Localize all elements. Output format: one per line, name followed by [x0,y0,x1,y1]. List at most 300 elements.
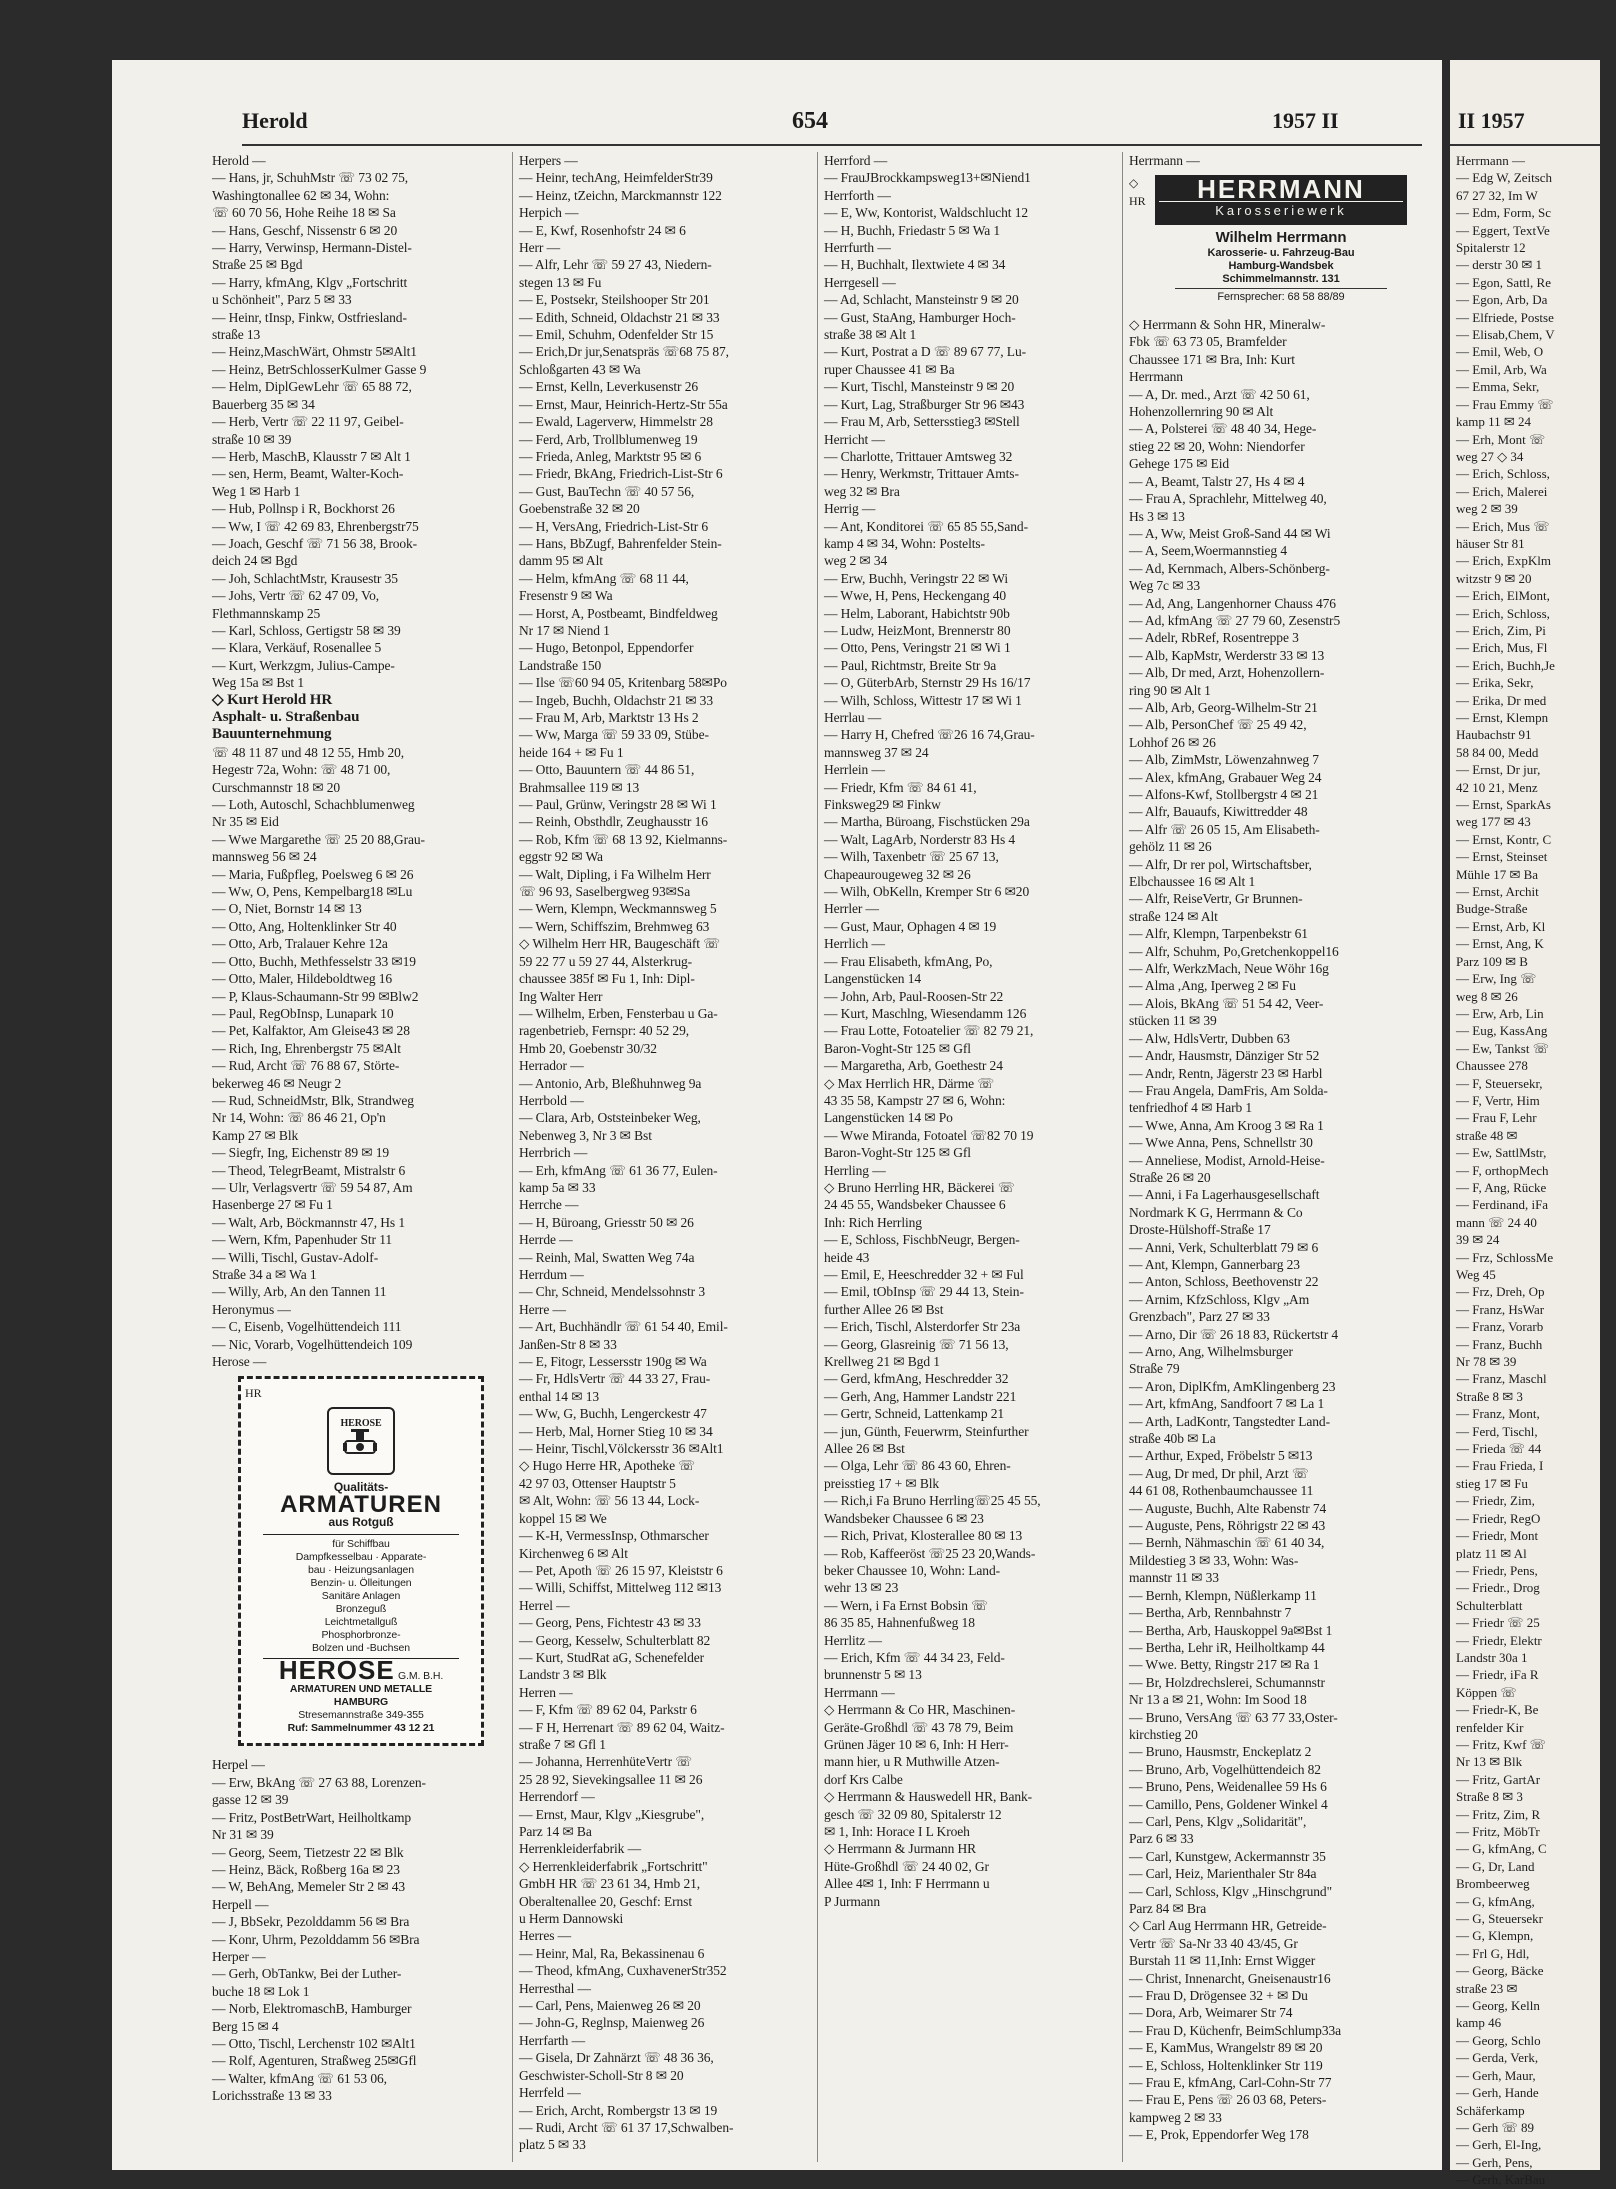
directory-entry-line: gehölz 11 ✉ 26 [1129,839,1212,855]
next-page-entry-line: — Gerh, Hande [1456,2085,1539,2101]
directory-entry-line: — Wwe Miranda, Fotoatel ☏82 70 19 [824,1127,1034,1143]
directory-entry-line: Straße 26 ✉ 20 [1129,1169,1211,1185]
directory-entry-line: — Bertha, Arb, Rennbahnstr 7 [1129,1605,1292,1621]
directory-entry-line: — Frau M, Arb, Marktstr 13 Hs 2 [519,710,699,725]
directory-entry-line: — Anton, Schloss, Beethovenstr 22 [1129,1274,1319,1290]
directory-entry-line: — Margaretha, Arb, Goethestr 24 [824,1058,1003,1074]
directory-entry-line: mannstr 11 ✉ 33 [1129,1570,1219,1586]
directory-entry-line: — Alfr, ReiseVertr, Gr Brunnen- [1129,891,1303,907]
next-page-entry-line: — F, Vertr, Him [1456,1092,1540,1108]
directory-entry-line: — Ad, kfmAng ☏ 27 79 60, Zesenstr5 [1129,612,1341,628]
directory-entry-line: — Gust, BauTechn ☏ 40 57 56, [519,483,695,499]
next-page-entry-line: — Friedr, Pens, [1456,1562,1538,1578]
directory-entry-line: Parz 14 ✉ Ba [519,1824,592,1839]
directory-entry-line: — Helm, DiplGewLehr ☏ 65 88 72, [212,379,412,395]
directory-entry-line: — Helm, Laborant, Habichtstr 90b [824,605,1010,621]
directory-entry-line: — Joh, SchlachtMstr, Krausestr 35 [212,570,398,586]
ad-divider [263,1534,459,1535]
directory-entry-line: — Andr, Rentn, Jägerstr 23 ✉ Harbl [1129,1065,1323,1081]
next-page-entry-line: — Egon, Arb, Da [1456,292,1548,308]
directory-entry-line: GmbH HR ☏ 23 61 34, Hmb 21, [519,1876,701,1892]
next-page-entry-line: — Ferdinand, iFa [1456,1197,1549,1213]
directory-entry-line: — Frau Angela, DamFris, Am Solda- [1129,1082,1328,1098]
ad-street: Stresemannstraße 349-355 [298,1709,424,1722]
directory-entry-line: Herrfarth — [519,2032,585,2048]
directory-entry-line: — Bruno, VersAng ☏ 63 77 33,Oster- [1129,1709,1338,1725]
column-4 [1122,152,1444,2162]
directory-entry-line: Allee 4✉ 1, Inh: F Herrmann u [824,1876,990,1892]
directory-entry-line: heide 43 [824,1249,870,1265]
directory-entry-line: Parz 6 ✉ 33 [1129,1831,1194,1847]
directory-entry-line: — Paul, Grünw, Veringstr 28 ✉ Wi 1 [519,797,717,813]
directory-entry-line: Langenstücken 14 [824,971,921,987]
directory-entry-line: ◇ Herrmann & Jurmann HR [824,1841,977,1857]
directory-entry-line: — Frau D, Küchenfr, BeimSchlump33a [1129,2022,1342,2038]
next-page-entry-line: — Friedr ☏ 25 [1456,1615,1540,1631]
directory-entry-line: — Willi, Schiffst, Mittelweg 112 ✉13 [519,1580,722,1596]
directory-entry-line: ragenbetrieb, Fernspr: 40 52 29, [519,1023,690,1039]
next-page-entry-line: — Egon, Sattl, Re [1456,274,1551,290]
next-page-entry-line: — Edg W, Zeitsch [1456,170,1553,186]
directory-entry-line: — jun, Günth, Feuerwrm, Steinfurther [824,1423,1029,1439]
ad-product-line: bau · Heizungsanlagen [308,1564,414,1577]
next-page-entry-line: — Erw, Arb, Lin [1456,1005,1544,1021]
directory-entry-line: gesch ☏ 32 09 80, Spitalerstr 12 [824,1806,1002,1822]
directory-entry-line: — Anneliese, Modist, Arnold-Heise- [1129,1152,1325,1168]
directory-entry-line: Herres — [519,1928,572,1944]
directory-entry-line: Elbchaussee 16 ✉ Alt 1 [1129,874,1256,890]
directory-entry-line: ☏ 96 93, Saselbergweg 93✉Sa [519,884,691,900]
herrmann-line-2: Hamburg-Wandsbek [1228,259,1334,272]
directory-entry-line: — Alb, ZimMstr, Löwenzahnweg 7 [1129,752,1319,768]
directory-entry-line: — Wilhelm, Erben, Fensterbau u Ga- [519,1005,718,1021]
directory-entry-line: weg 32 ✉ Bra [824,483,900,499]
next-page-entry-line: Herrmann — [1456,153,1525,168]
directory-entry-line: — H, Buchh, Friedastr 5 ✉ Wa 1 [824,222,1001,238]
directory-entry-line: Lohhof 26 ✉ 26 [1129,734,1216,750]
business-entry-heading: ◇ Kurt Herold HR [212,691,333,708]
directory-entry-line: Gehege 175 ✉ Eid [1129,456,1230,472]
directory-entry-line: — Frau E, Pens ☏ 26 03 68, Peters- [1129,2092,1327,2108]
directory-entry-line: further Allee 26 ✉ Bst [824,1301,944,1317]
directory-entry-line: — Alb, KapMstr, Werderstr 33 ✉ 13 [1129,647,1325,663]
ad-city: HAMBURG [333,1696,389,1709]
next-page-entry-line: — Erich, Zim, Pi [1456,622,1546,638]
next-page-entry-line: — Erika, Sekr, [1456,675,1534,691]
directory-entry-line: — Gust, StaAng, Hamburger Hoch- [824,309,1016,325]
directory-entry-line: Herrlitz — [824,1632,882,1648]
next-page-entry-line: straße 48 ✉ [1456,1127,1518,1143]
directory-entry-line: Herrlau — [824,710,882,725]
directory-entry-line: Chaussee 171 ✉ Bra, Inh: Kurt [1129,351,1295,367]
directory-entry-line: — Otto, Ang, Holtenklinker Str 40 [212,918,397,934]
next-page-entry-line: Nr 13 ✉ Blk [1456,1754,1523,1770]
directory-entry-line: Hasenberge 27 ✉ Fu 1 [212,1197,333,1213]
next-page-head: II 1957 [1458,108,1525,133]
next-page-entry-line: straße 23 ✉ [1456,1980,1518,1996]
directory-entry-line: Grenzbach", Parz 27 ✉ 33 [1129,1309,1270,1325]
directory-entry-line: — Otto, Pens, Veringstr 21 ✉ Wi 1 [824,640,1011,656]
directory-entry-line: — Frau Lotte, Fotoatelier ☏ 82 79 21, [824,1023,1034,1039]
directory-entry-line: ring 90 ✉ Alt 1 [1129,682,1211,698]
directory-entry-line: — Wilh, Taxenbetr ☏ 25 67 13, [824,849,999,865]
next-page-entry-line: — Friedr, Elektr [1456,1632,1542,1648]
directory-entry-line: — Bruno, Pens, Weidenallee 59 Hs 6 [1129,1779,1327,1795]
directory-entry-line: — Johanna, HerrenhüteVertr ☏ [519,1754,693,1770]
directory-entry-line: Heronymus — [212,1301,291,1317]
next-page-entry-line: — F, orthopMech [1456,1162,1549,1178]
next-page-entry-line: — Gerh, El-Ing, [1456,2137,1542,2153]
ad-product-line: Bronzeguß [335,1603,387,1616]
next-page-entry-line: — Franz, Mont, [1456,1406,1540,1422]
directory-entry-line: dorf Krs Calbe [824,1771,903,1787]
directory-entry-line: — Charlotte, Trittauer Amtsweg 32 [824,448,1013,464]
next-page-entry-line: — Friedr., Drog [1456,1580,1540,1596]
directory-entry-line: — Erw, Buchh, Veringstr 22 ✉ Wi [824,570,1009,586]
directory-entry-line: — Heinz, BetrSchlosserKulmer Gasse 9 [212,361,427,377]
next-page-entry-line: — Ernst, Dr jur, [1456,762,1541,778]
directory-entry-line: Herren — [519,1684,573,1700]
directory-entry-line: — Walt, LagArb, Norderstr 83 Hs 4 [824,831,1016,847]
directory-entry-line: — Kurt, Maschlng, Wiesendamm 126 [824,1005,1027,1021]
directory-entry-line: ◇ Wilhelm Herr HR, Baugeschäft ☏ [519,936,720,952]
directory-entry-line: — Wern, Schiffszim, Brehmweg 63 [519,918,710,934]
directory-entry-line: — Erich, Archt, Rombergstr 13 ✉ 19 [519,2102,718,2118]
directory-entry-line: Parz 84 ✉ Bra [1129,1901,1207,1916]
next-page-entry-line: — Franz, Maschl [1456,1371,1547,1387]
next-page-entry-line: — Gerh, Maur, [1456,2067,1536,2083]
next-page-entry-line: — Eug, KassAng [1456,1023,1548,1039]
next-page-rule [1450,144,1600,146]
directory-entry-line: — Arno, Dir ☏ 26 18 83, Rückertstr 4 [1129,1326,1339,1342]
directory-entry-line: Herrford — [824,153,888,168]
directory-entry-line: — Herb, Mal, Horner Stieg 10 ✉ 34 [519,1423,713,1439]
column-3 [817,152,1119,2162]
directory-entry-line: — Carl, Schloss, Klgv „Hinschgrund" [1129,1883,1332,1899]
next-page-entry-line: — Ferd, Tischl, [1456,1423,1538,1439]
next-page-entry-line: — Friedr-K, Be [1456,1702,1539,1718]
directory-entry-line: — Christ, Innenarcht, Gneisenaustr16 [1129,1970,1331,1986]
directory-entry-line: — Gerh, Ang, Hammer Landstr 221 [824,1388,1017,1404]
next-page-entry-line: — Elisab,Chem, V [1456,327,1555,343]
directory-entry-line: Herrfurth — [824,240,891,256]
directory-entry-line: — K-H, VermessInsp, Othmarscher [519,1528,709,1544]
directory-entry-line: Herrfeld — [519,2085,581,2101]
directory-entry-line: — Otto, Buchh, Methfesselstr 33 ✉19 [212,953,416,969]
directory-entry-line: — Kurt, Lag, Straßburger Str 96 ✉43 [824,396,1025,412]
next-page-entry-line: — Gerh, Pens, [1456,2154,1533,2170]
directory-entry-line: Inh: Rich Herrling [824,1214,922,1230]
next-page-entry-line: — Fritz, Kwf ☏ [1456,1736,1546,1752]
section-heading: Herrmann — [1129,153,1200,168]
herrmann-phone: Fernsprecher: 68 58 88/89 [1175,288,1387,306]
directory-entry-line: — Gerh, ObTankw, Bei der Luther- [212,1966,402,1982]
directory-entry-line: Chapeaurougeweg 32 ✉ 26 [824,866,971,882]
directory-entry-line: — Arth, LadKontr, Tangstedter Land- [1129,1413,1330,1429]
directory-entry-line: — Otto, Maler, Hildeboldtweg 16 [212,971,393,987]
next-page-entry-line: kamp 11 ✉ 24 [1456,414,1532,430]
next-page-entry-line: — Ernst, Archit [1456,884,1539,900]
ad-product-line: Sanitäre Anlagen [321,1590,401,1603]
directory-entry-line: Herper — [212,1948,266,1964]
directory-entry-line: — Gertr, Schneid, Lattenkamp 21 [824,1406,1005,1422]
directory-entry-line: straße 40b ✉ La [1129,1431,1216,1447]
directory-entry-line: — Wern, Kfm, Papenhuder Str 11 [212,1232,393,1248]
directory-entry-line: — Antonio, Arb, Bleßhuhnweg 9a [519,1075,702,1091]
next-page-entry-line: — derstr 30 ✉ 1 [1456,257,1542,273]
directory-entry-line: — E, Schloss, Holtenklinker Str 119 [1129,2057,1323,2073]
directory-entry-line: stegen 13 ✉ Fu [519,274,602,290]
next-page-entry-line: — Erich, ExpKlm [1456,553,1551,569]
directory-entry-line: — Ingeb, Buchh, Oldachstr 21 ✉ 33 [519,692,713,708]
directory-entry-line: ◇ Herrenkleiderfabrik „Fortschritt" [519,1858,708,1874]
next-page-entry-line: häuser Str 81 [1456,535,1525,551]
directory-entry-line: Herricht — [824,431,885,447]
header-rule [242,144,1422,146]
column-1 [212,152,504,2162]
next-page-entry-line: — Ew, Tankst ☏ [1456,1040,1549,1056]
directory-entry-line: kampweg 2 ✉ 33 [1129,2109,1222,2125]
directory-entry-line: — Hans, BbZugf, Bahrenfelder Stein- [519,535,722,551]
directory-entry-line: — Hub, Pollnsp i R, Bockhorst 26 [212,501,395,517]
herose-logo [327,1407,395,1475]
directory-entry-line: Vertr ☏ Sa-Nr 33 40 43/45, Gr [1129,1935,1298,1951]
directory-entry-line: — Erw, BkAng ☏ 27 63 88, Lorenzen- [212,1774,426,1790]
directory-entry-line: — Hans, Geschf, Nissenstr 6 ✉ 20 [212,222,398,238]
business-entry-heading: Bauunternehmung [212,726,332,743]
directory-entry-line: Herre — [519,1301,566,1317]
directory-entry-line: — Ludw, HeizMont, Brennerstr 80 [824,622,1011,638]
next-page-entry-line: — Fritz, MöbTr [1456,1824,1540,1839]
directory-entry-line: Burstah 11 ✉ 11,Inh: Ernst Wigger [1129,1953,1316,1969]
directory-entry-line: — Wwe, H, Pens, Heckengang 40 [824,588,1007,604]
directory-entry-line: — Kurt, StudRat aG, Schenefelder [519,1649,705,1665]
next-page-entry-line: mann ☏ 24 40 [1456,1214,1537,1230]
directory-entry-line: Herrbold — [519,1092,584,1108]
next-page-entry-line: stieg 17 ✉ Fu [1456,1475,1528,1491]
ad-hr-label: ◇ HR [1129,169,1151,316]
next-page-entry-line: witzstr 9 ✉ 20 [1456,570,1532,586]
directory-entry-line: preisstieg 17 + ✉ Blk [824,1475,940,1491]
directory-entry-line: — Norb, ElektromaschB, Hamburger [212,2001,412,2017]
directory-entry-line: Nr 17 ✉ Niend 1 [519,622,610,638]
directory-entry-line: — Erich,Dr jur,Senatspräs ☏68 75 87, [519,344,729,360]
directory-entry-line: — Ww, Marga ☏ 59 33 09, Stübe- [519,727,709,743]
directory-entry-line: Herrendorf — [519,1789,595,1805]
directory-entry-line: mannsweg 56 ✉ 24 [212,849,317,865]
directory-entry-line: — Kurt, Postrat a D ☏ 89 67 77, Lu- [824,344,1026,360]
directory-entry-line: — A, Beamt, Talstr 27, Hs 4 ✉ 4 [1129,473,1305,489]
next-page-entry-line: — Ernst, Klempn [1456,710,1549,725]
next-page-entry-line: — Erw, Ing ☏ [1456,971,1537,987]
next-page-entry-line: 58 84 00, Medd [1456,744,1539,760]
directory-entry-line: — Heinr, tInsp, Finkw, Ostfriesland- [212,309,407,325]
directory-entry-line: — H, Buchhalt, Ilextwiete 4 ✉ 34 [824,257,1006,273]
directory-entry-line: ✉ 1, Inh: Horace I L Kroeh [824,1824,970,1839]
directory-entry-line: Kirchenweg 6 ✉ Alt [519,1545,628,1561]
herrmann-line-1: Karosserie- u. Fahrzeug-Bau [1207,246,1355,259]
directory-entry-line: — Frau Elisabeth, kfmAng, Po, [824,953,993,969]
directory-entry-line: Herrlein — [824,762,885,778]
directory-entry-line: Herrel — [519,1597,570,1613]
directory-entry-line: Herrche — [519,1197,579,1213]
directory-entry-line: — Anni, i Fa Lagerhausgesellschaft [1129,1187,1320,1203]
directory-entry-line: — Chr, Schneid, Mendelssohnstr 3 [519,1284,705,1300]
herrmann-advertisement [1155,175,1407,306]
directory-entry-line: Baron-Voght-Str 125 ✉ Gfl [824,1145,971,1161]
directory-entry-line: tenfriedhof 4 ✉ Harb 1 [1129,1100,1253,1116]
directory-entry-line: — Ad, Kernmach, Albers-Schönberg- [1129,560,1330,576]
next-page-entry-line: — G, Steuersekr [1456,1911,1544,1927]
directory-entry-line: — Adelr, RbRef, Rosentreppe 3 [1129,630,1299,646]
directory-entry-line: — Ww, I ☏ 42 69 83, Ehrenbergstr75 [212,518,419,534]
directory-entry-line: Straße 79 [1129,1361,1180,1377]
directory-entry-line: heide 164 + ✉ Fu 1 [519,744,624,760]
directory-entry-line: Herrlich — [824,936,885,952]
column-2 [512,152,814,2162]
directory-entry-line: Herrig — [824,501,876,517]
directory-entry-line: Droste-Hülshoff-Straße 17 [1129,1222,1271,1238]
directory-entry-line: Mildestieg 3 ✉ 33, Wohn: Was- [1129,1552,1299,1568]
directory-entry-line: — Heinz,MaschWärt, Ohmstr 5✉Alt1 [212,344,417,360]
directory-entry-line: Geschwister-Scholl-Str 8 ✉ 20 [519,2067,684,2083]
directory-entry-line: Landstr 3 ✉ Blk [519,1667,607,1683]
directory-entry-line: Weg 15a ✉ Bst 1 [212,675,304,691]
directory-entry-line: — Otto, Arb, Tralauer Kehre 12a [212,936,388,952]
directory-entry-line: — Karl, Schloss, Gertigstr 58 ✉ 39 [212,622,401,638]
directory-entry-line: — Alb, Arb, Georg-Wilhelm-Str 21 [1129,699,1318,715]
directory-entry-line: Herrenkleiderfabrik — [519,1841,641,1857]
directory-entry-line: — Reinh, Mal, Swatten Weg 74a [519,1249,695,1265]
next-page-entry-line: — Erich, ElMont, [1456,588,1550,604]
directory-entry-line: — Alb, Dr med, Arzt, Hohenzollern- [1129,665,1325,681]
next-page-entry-line: — Frz, SchlossMe [1456,1249,1554,1265]
directory-entry-line: Herrgesell — [824,274,896,290]
directory-entry-line: — Alfr, Lehr ☏ 59 27 43, Niedern- [519,257,712,273]
directory-entry-line: — Friedr, Kfm ☏ 84 61 41, [824,779,977,795]
directory-entry-line: — Frieda, Anleg, Marktstr 95 ✉ 6 [519,448,702,464]
ad-line-1: Qualitäts- [333,1479,389,1494]
running-head-right: 1957 II [1272,108,1339,133]
directory-entry-line: — Emil, Schuhm, Odenfelder Str 15 [519,327,714,343]
directory-entry-line: damm 95 ✉ Alt [519,553,603,569]
next-page-entry-line: — Friedr, Zim, [1456,1493,1535,1509]
directory-entry-line: — John-G, Reglnsp, Maienweg 26 [519,2015,705,2031]
next-page-entry-line: 42 10 21, Menz [1456,779,1538,795]
directory-entry-line: — Carl, Pens, Maienweg 26 ✉ 20 [519,1998,701,2014]
directory-entry-line: — Joach, Geschf ☏ 71 56 38, Brook- [212,535,418,551]
directory-entry-line: — Gust, Maur, Ophagen 4 ✉ 19 [824,918,997,934]
directory-entry-line: — Auguste, Pens, Röhrigstr 22 ✉ 43 [1129,1518,1326,1534]
directory-entry-line: 59 22 77 u 59 27 44, Alsterkrug- [519,953,693,969]
directory-entry-line: — E, Kwf, Rosenhofstr 24 ✉ 6 [519,222,686,238]
next-page-entry-line: — Emil, Arb, Wa [1456,361,1547,377]
directory-entry-line: — John, Arb, Paul-Roosen-Str 22 [824,988,1004,1004]
directory-entry-line: Herrbrich — [519,1145,588,1161]
directory-entry-line: — Hans, jr, SchuhMstr ☏ 73 02 75, [212,170,409,186]
directory-entry-line: Herpich — [519,205,579,221]
directory-entry-line: — Helm, kfmAng ☏ 68 11 44, [519,570,689,586]
directory-entry-line: ◇ Max Herrlich HR, Därme ☏ [824,1075,995,1091]
next-page-entry-line: weg 27 ◇ 34 [1456,448,1524,464]
next-page-entry-line: — Gerda, Verk, [1456,2050,1539,2066]
directory-entry-line: — Aug, Dr med, Dr phil, Arzt ☏ [1129,1465,1309,1481]
next-page-entry-line: — F, Ang, Rücke [1456,1179,1547,1195]
directory-entry-line: 43 35 58, Kampstr 27 ✉ 6, Wohn: [824,1092,1006,1108]
next-page-entry-line: Köppen ☏ [1456,1684,1517,1700]
directory-entry-line: Herrler — [824,901,879,917]
directory-entry-line: — E, Prok, Eppendorfer Weg 178 [1129,2127,1309,2143]
directory-entry-line: — W, BehAng, Memeler Str 2 ✉ 43 [212,1879,406,1895]
directory-entry-line: — Harry H, Chefred ☏26 16 74,Grau- [824,727,1035,743]
directory-entry-line: koppel 15 ✉ We [519,1510,607,1526]
next-page-edge [1450,60,1600,2188]
herrmann-name: HERRMANN [1197,174,1365,205]
next-page-entry-line: Schulterblatt [1456,1597,1523,1613]
directory-entry-line: — Heinr, Mal, Ra, Bekassinenau 6 [519,1945,705,1961]
directory-entry-line: weg 2 ✉ 34 [824,553,888,569]
directory-entry-line: — Herb, MaschB, Klausstr 7 ✉ Alt 1 [212,448,411,464]
next-page-entry-line: — Ernst, Ang, K [1456,936,1544,952]
hr-mark: HR [1129,193,1146,208]
next-page-entry-line: — Friedr, Mont [1456,1528,1539,1544]
directory-entry-line: — E, Ww, Kontorist, Waldschlucht 12 [824,205,1029,221]
directory-entry-line: — Frau A, Sprachlehr, Mittelweg 40, [1129,491,1327,507]
directory-entry-line: — Fritz, PostBetrWart, Heilholtkamp [212,1809,412,1825]
directory-entry-line: — Siegfr, Ing, Eichenstr 89 ✉ 19 [212,1145,390,1161]
directory-entry-line: — Dora, Arb, Weimarer Str 74 [1129,2005,1293,2021]
directory-entry-line: — Theod, kfmAng, CuxhavenerStr352 [519,1963,727,1979]
directory-entry-line: ◇ Herrmann & Hauswedell HR, Bank- [824,1789,1033,1805]
directory-entry-line: — Rudi, Archt ☏ 61 37 17,Schwalben- [519,2119,734,2135]
next-page-entry-line: — Gerh ☏ 89 [1456,2119,1534,2135]
directory-entry-line: — Wwe. Betty, Ringstr 217 ✉ Ra 1 [1129,1657,1320,1673]
next-page-entry-line: — Franz, HsWar [1456,1301,1545,1317]
directory-entry-line: — Paul, RegObInsp, Lunapark 10 [212,1005,394,1021]
directory-entry-line: — Camillo, Pens, Goldener Winkel 4 [1129,1796,1328,1812]
directory-entry-line: Kamp 27 ✉ Blk [212,1127,299,1143]
next-page-entry-line: — Erich, Mus, Fl [1456,640,1548,656]
directory-entry-line: — O, Niet, Bornstr 14 ✉ 13 [212,901,362,917]
next-page-entry-line: Nr 78 ✉ 39 [1456,1354,1517,1370]
directory-entry-line: Herresthal — [519,1980,591,1996]
directory-entry-line: — Alfr, Dr rer pol, Wirtschaftsber, [1129,856,1312,872]
directory-entry-line: — Heinz, tZeichn, Marckmannstr 122 [519,187,722,203]
next-page-entry-line: weg 8 ✉ 26 [1456,988,1518,1004]
next-page-entry-line: Budge-Straße [1456,901,1528,917]
next-page-entry-line: — Ernst, Steinset [1456,849,1548,865]
directory-entry-line: ◇ Herrmann & Sohn HR, Mineralw- [1129,317,1326,333]
directory-entry-line: — Otto, Bauuntern ☏ 44 86 51, [519,762,695,778]
directory-entry-line: — Rolf, Agenturen, Straßweg 25✉Gfl [212,2053,417,2069]
directory-entry-line: — C, Eisenb, Vogelhüttendeich 111 [212,1319,402,1335]
next-page-entry-line: Weg 45 [1456,1267,1496,1282]
next-page-entry-line: — G, kfmAng, C [1456,1841,1547,1857]
directory-entry-line: — Alb, PersonChef ☏ 25 49 42, [1129,717,1307,733]
directory-entry-line: — Harry, kfmAng, Klgv „Fortschritt [212,274,408,290]
directory-entry-line: — Frau M, Arb, Settersstieg3 ✉Stell [824,414,1020,430]
directory-entry-line: Curschmannstr 18 ✉ 20 [212,779,341,795]
directory-entry-line: — Carl, Pens, Klgv „Solidarität", [1129,1813,1307,1829]
next-page-entry-line: renfelder Kir [1456,1719,1524,1735]
next-page-entry-line: — Franz, Buchh [1456,1336,1543,1352]
directory-entry-line: — Bertha, Lehr iR, Heilholtkamp 44 [1129,1639,1325,1655]
next-page-entry-line: — Ew, SattlMstr, [1456,1145,1547,1161]
directory-entry-line: — Alw, HdlsVertr, Dubben 63 [1129,1030,1290,1046]
directory-entry-line: — Horst, A, Postbeamt, Bindfeldweg [519,605,718,621]
directory-entry-line: Oberaltenallee 20, Geschf: Ernst [519,1893,692,1909]
directory-entry-line: Straße 34 a ✉ Wa 1 [212,1267,317,1282]
